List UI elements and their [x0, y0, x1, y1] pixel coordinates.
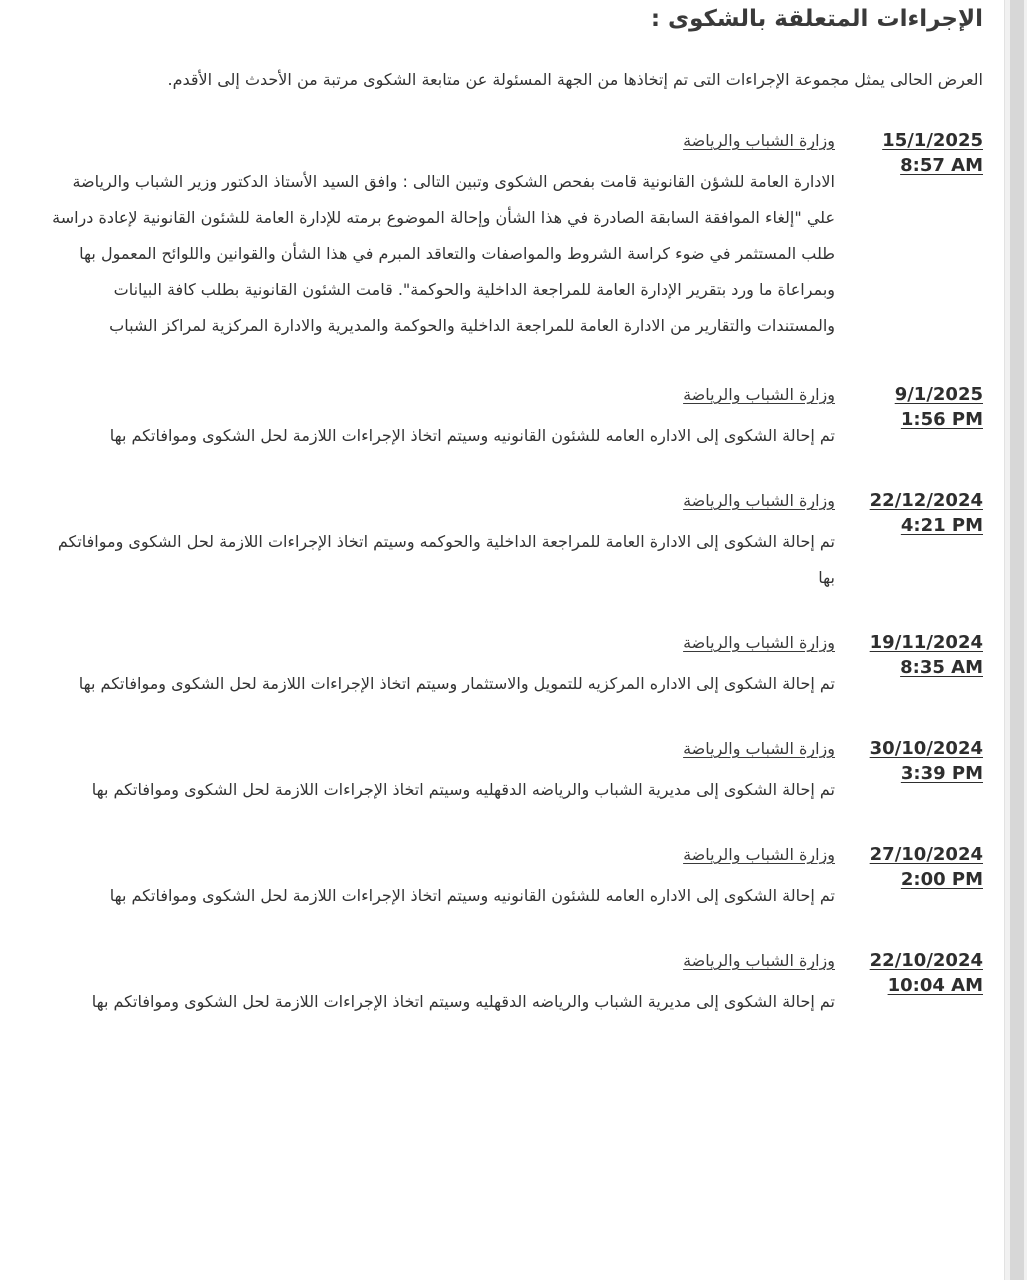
action-note: تم إحالة الشكوى إلى الاداره المركزيه للتمويل والاستثمار وسيتم اتخاذ الإجراءات اللازمة لحل الشكوى وموافاتكم بها [78, 674, 835, 693]
action-timestamp [869, 842, 983, 892]
action-entry [43, 842, 983, 914]
vertical-scrollbar[interactable] [1004, 0, 1027, 1280]
action-entry [43, 630, 983, 702]
action-date: 30/10/2024 [869, 738, 983, 759]
action-entry [43, 948, 983, 1020]
action-agency: وزارة الشباب والرياضة [683, 951, 835, 970]
action-note: تم إحالة الشكوى إلى مديرية الشباب والرياضه الدقهليه وسيتم اتخاذ الإجراءات اللازمة لحل الشكوى وموافاتكم بها [91, 780, 835, 799]
action-entry [43, 736, 983, 808]
action-time: 8:57 AM [900, 155, 983, 176]
action-date: 9/1/2025 [894, 384, 983, 405]
action-body [43, 948, 869, 1020]
action-timestamp [869, 128, 983, 178]
action-timestamp [869, 488, 983, 538]
action-note: الادارة العامة للشؤن القانونية قامت بفحص الشكوى وتبين التالى : وافق السيد الأستاذ الدكتور وزير الشباب والرياضة علي "إلغاء الموافقة السابقة الصادرة في هذا الشأن وإحالة الموضوع برمته للإدارة العامة للشئون القانونية لإعادة دراسة طلب المستثمر في ضوء كراسة الشروط والمواصفات والتعاقد المبرم في هذا الشأن والقوانين واللوائح المعمول بها وبمراعاة ما ورد بتقرير الإدارة العامة للمراجعة الداخلية والحوكمة". قامت الشئون القانونية بطلب كافة البيانات والمستندات والتقارير من الادارة العامة للمراجعة الداخلية والحوكمة والمديرية والادارة المركزية لمراكز الشباب [52, 172, 835, 335]
action-agency: وزارة الشباب والرياضة [683, 131, 835, 150]
actions-list [43, 128, 983, 1020]
action-date: 22/10/2024 [869, 950, 983, 971]
action-agency: وزارة الشباب والرياضة [683, 739, 835, 758]
intro-text: العرض الحالى يمثل مجموعة الإجراءات التى تم إتخاذها من الجهة المسئولة عن متابعة الشكوى مرتبة من الأحدث إلى الأقدم. [167, 70, 983, 89]
action-body [43, 842, 869, 914]
action-note: تم إحالة الشكوى إلى الاداره العامه للشئون القانونيه وسيتم اتخاذ الإجراءات اللازمة لحل الشكوى وموافاتكم بها [109, 886, 835, 905]
action-entry [43, 128, 983, 344]
action-agency: وزارة الشباب والرياضة [683, 845, 835, 864]
action-date: 22/12/2024 [869, 490, 983, 511]
action-body [43, 736, 869, 808]
action-date: 27/10/2024 [869, 844, 983, 865]
action-date: 19/11/2024 [869, 632, 983, 653]
action-time: 2:00 PM [900, 869, 983, 890]
action-entry [43, 382, 983, 454]
action-time: 1:56 PM [900, 409, 983, 430]
page-title: الإجراءات المتعلقة بالشكوى : [650, 6, 983, 32]
action-entry [43, 488, 983, 596]
action-agency: وزارة الشباب والرياضة [683, 633, 835, 652]
action-body [43, 382, 869, 454]
action-note: تم إحالة الشكوى إلى الاداره العامه للشئون القانونيه وسيتم اتخاذ الإجراءات اللازمة لحل الشكوى وموافاتكم بها [109, 426, 835, 445]
action-agency: وزارة الشباب والرياضة [683, 491, 835, 510]
action-timestamp [869, 948, 983, 998]
complaint-actions-panel [43, 0, 983, 1054]
action-time: 10:04 AM [887, 975, 983, 996]
action-agency: وزارة الشباب والرياضة [683, 385, 835, 404]
action-timestamp [869, 736, 983, 786]
action-time: 8:35 AM [900, 657, 983, 678]
action-note: تم إحالة الشكوى إلى الادارة العامة للمراجعة الداخلية والحوكمه وسيتم اتخاذ الإجراءات اللازمة لحل الشكوى وموافاتكم بها [57, 532, 835, 587]
action-body [43, 630, 869, 702]
action-time: 3:39 PM [900, 763, 983, 784]
action-body [43, 128, 869, 344]
action-time: 4:21 PM [900, 515, 983, 536]
action-body [43, 488, 869, 596]
scrollbar-thumb[interactable] [1010, 0, 1024, 1280]
action-timestamp [869, 630, 983, 680]
action-note: تم إحالة الشكوى إلى مديرية الشباب والرياضه الدقهليه وسيتم اتخاذ الإجراءات اللازمة لحل الشكوى وموافاتكم بها [91, 992, 835, 1011]
action-date: 15/1/2025 [882, 130, 983, 151]
action-timestamp [869, 382, 983, 432]
